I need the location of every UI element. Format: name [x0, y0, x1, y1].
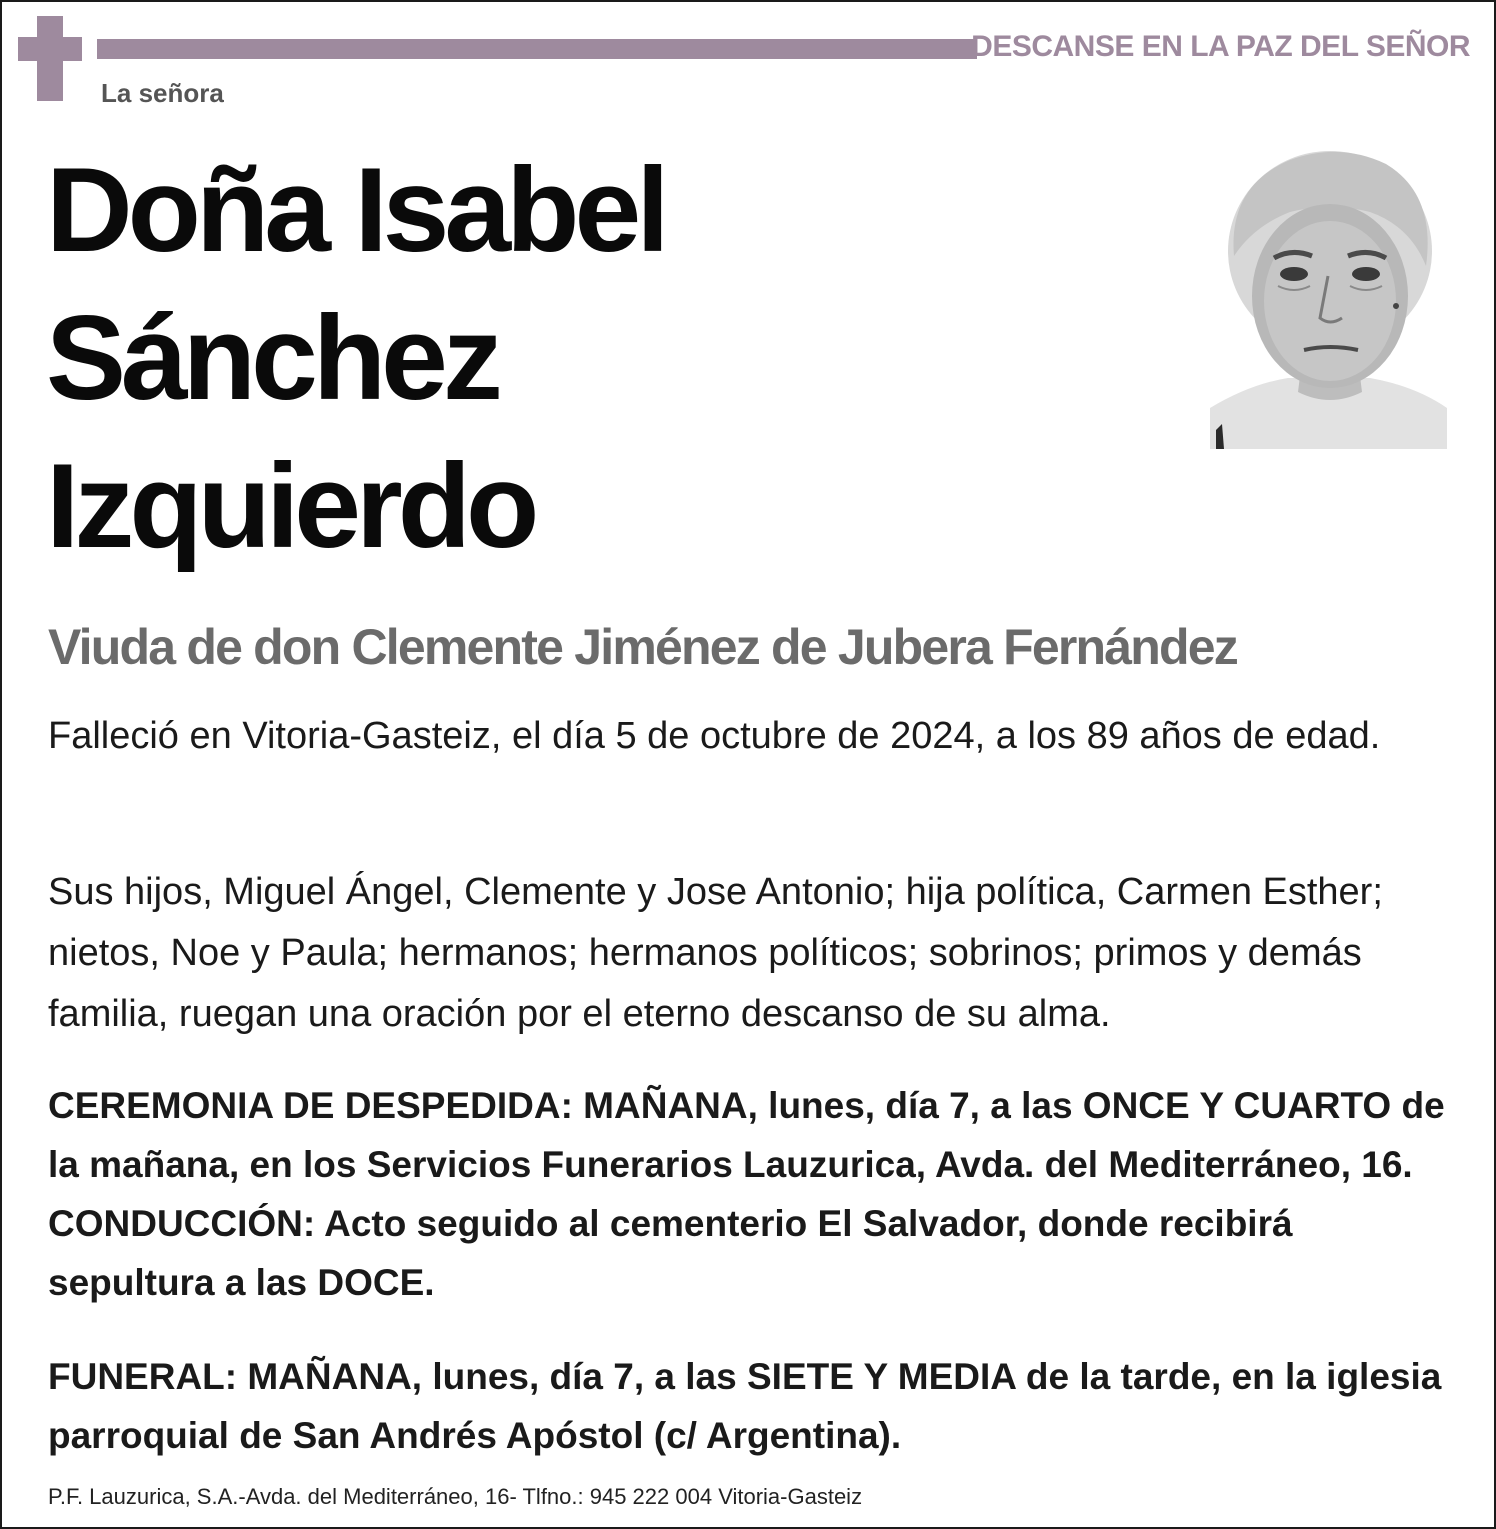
funeral-home-footer: P.F. Lauzurica, S.A.-Avda. del Mediterráneo, 16- Tlfno.: 945 222 004 Vitoria-Gasteiz	[48, 1484, 863, 1509]
name-line-1: Doña Isabel	[46, 143, 665, 277]
ceremony-paragraph: CEREMONIA DE DESPEDIDA: MAÑANA, lunes, día 7, a las ONCE Y CUARTO de la mañana, en los Servicios Funerarios Lauzurica, Avda. del Mediterráneo, 16. CONDUCCIÓN: Acto seguido al cementerio El Salvador, donde recibirá sepultura a las DOCE.	[48, 1085, 1445, 1303]
intro-label: La señora	[101, 78, 224, 108]
family-paragraph: Sus hijos, Miguel Ángel, Clemente y Jose Antonio; hija política, Carmen Esther; nietos, Noe y Paula; hermanos; hermanos políticos; sobrinos; primos y demás familia, ruegan una oración por el eterno descanso de su alma.	[48, 871, 1383, 1035]
deceased-name	[46, 136, 1046, 580]
name-line-2: Sánchez	[46, 291, 498, 425]
funeral-paragraph: FUNERAL: MAÑANA, lunes, día 7, a las SIETE Y MEDIA de la tarde, en la iglesia parroquial de San Andrés Apóstol (c/ Argentina).	[48, 1356, 1442, 1456]
portrait-photo	[1210, 146, 1447, 449]
header-motto: DESCANSE EN LA PAZ DEL SEÑOR	[971, 30, 1470, 63]
header-rule	[97, 39, 977, 59]
cross-icon-horizontal	[18, 37, 82, 61]
death-notice-paragraph: Falleció en Vitoria-Gasteiz, el día 5 de octubre de 2024, a los 89 años de edad.	[48, 715, 1381, 757]
widow-of-subtitle: Viuda de don Clemente Jiménez de Jubera Fernández	[48, 619, 1237, 675]
name-line-3: Izquierdo	[46, 439, 535, 573]
